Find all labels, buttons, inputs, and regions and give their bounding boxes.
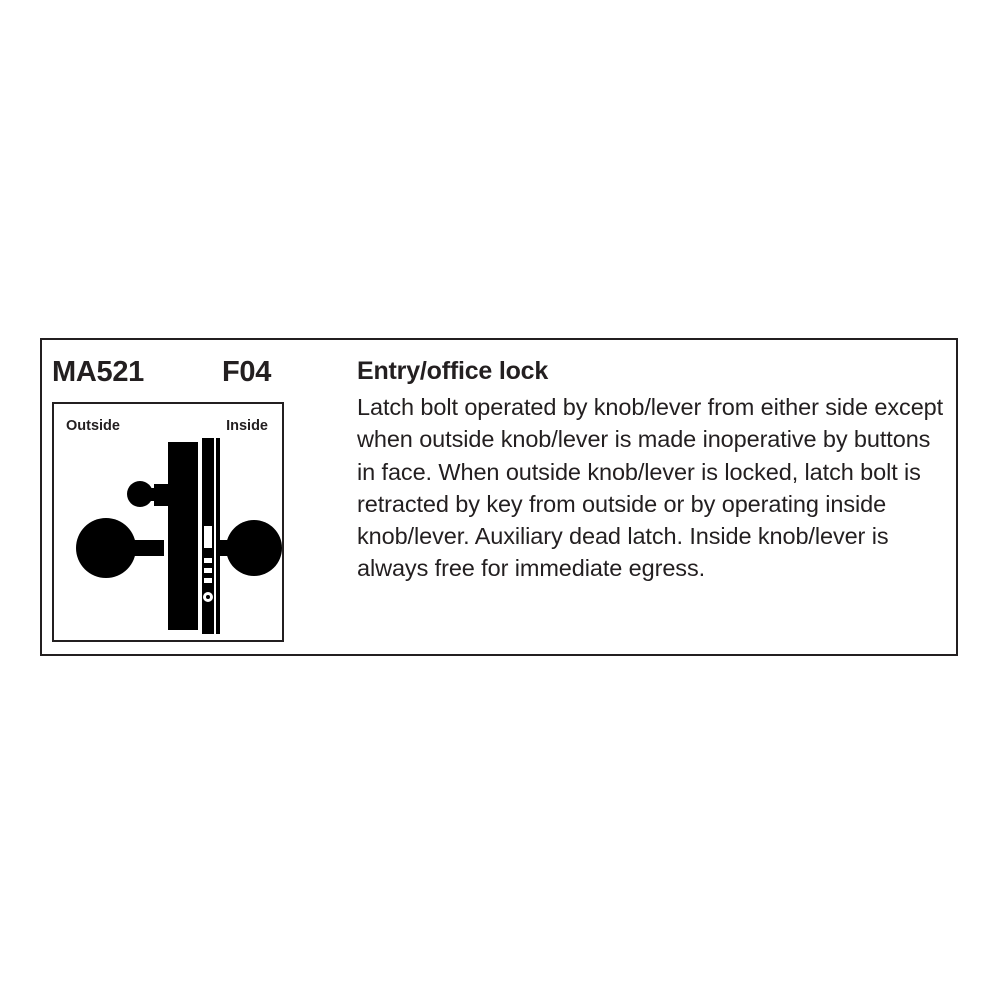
model-code: MA521 (52, 356, 144, 388)
function-description: Latch bolt operated by knob/lever from either side except when outside knob/lever is made inoperative by buttons in face. When outside knob/lever is locked, latch bolt is retracted by key from outside or by operating inside knob/lever. Auxiliary dead latch. Inside knob/lever is always free for immediate egress. (357, 394, 944, 582)
diagram-outside-label: Outside (66, 418, 120, 434)
function-title: Entry/office lock (357, 357, 549, 385)
card-right-column (357, 356, 947, 584)
code-row (52, 356, 332, 389)
lock-function-card (40, 338, 958, 656)
lock-diagram-box (52, 402, 284, 642)
mortise-lock-diagram-icon (54, 432, 282, 640)
function-code: F04 (222, 356, 272, 388)
diagram-inside-label: Inside (226, 418, 268, 434)
card-left-column (42, 340, 342, 654)
